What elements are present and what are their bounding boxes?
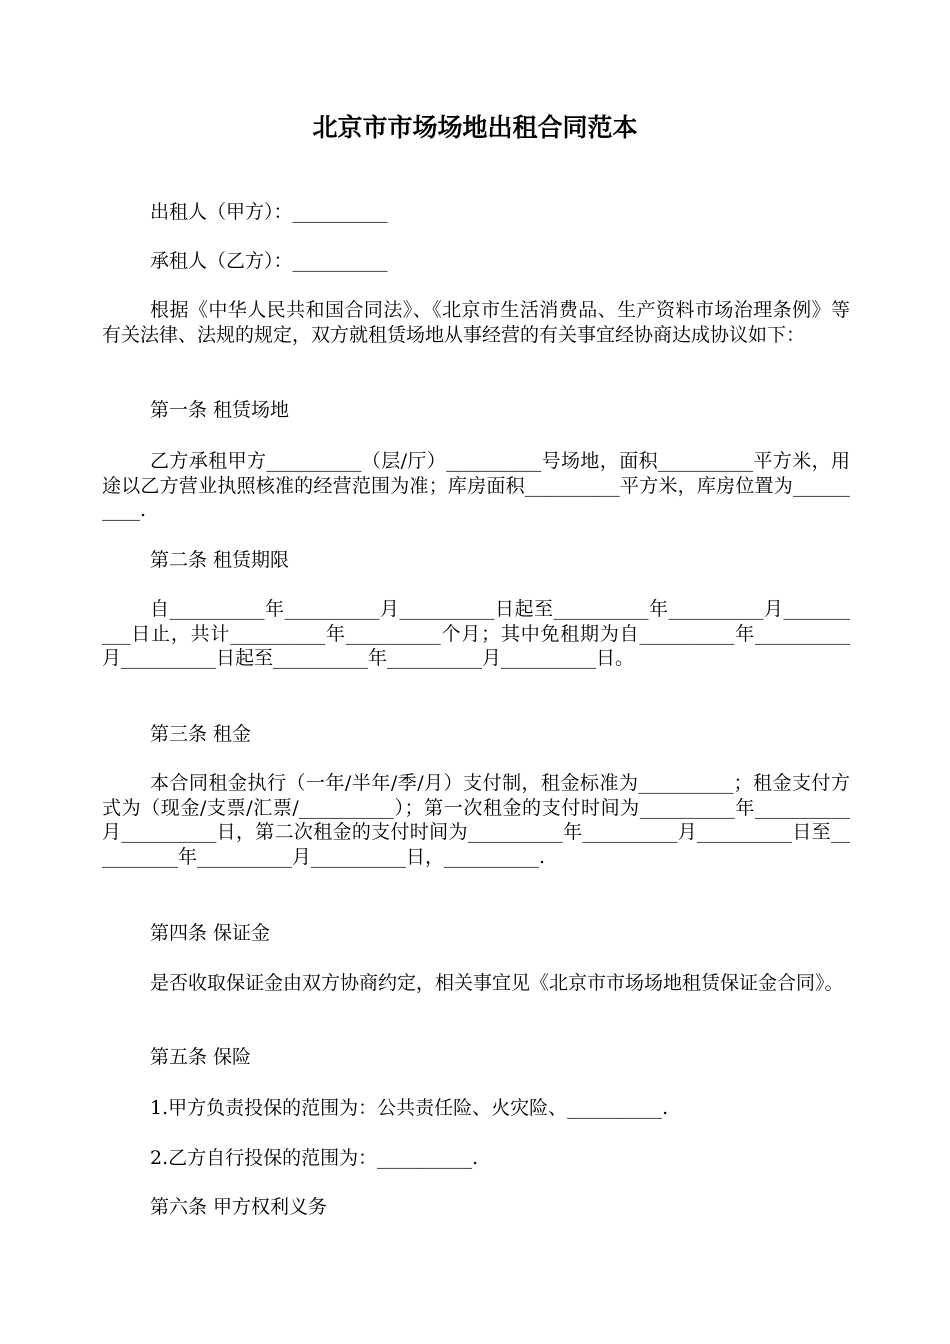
article-5-item-2: 2.乙方自行投保的范围为：__________. <box>150 1147 479 1169</box>
article-5-heading: 第五条 保险 <box>150 1046 252 1068</box>
lessor-line: 出租人（甲方）：__________ <box>150 201 388 223</box>
article-3-heading: 第三条 租金 <box>150 723 252 745</box>
document-title: 北京市市场场地出租合同范本 <box>312 113 638 142</box>
article-2-heading: 第二条 租赁期限 <box>150 549 290 571</box>
article-2-body: 自__________年__________月__________日起至__________年__________月__________日止，共计__________年__________个月；其中免租期为自__________年__________月__________日起至__________年__________月__________日。 <box>102 598 850 669</box>
article-6-heading: 第六条 甲方权利义务 <box>150 1196 328 1218</box>
article-3-body: 本合同租金执行（一年/半年/季/月）支付制，租金标准为__________；租金支付方式为（现金/支票/汇票/__________）；第一次租金的支付时间为__________年__________月__________日，第二次租金的支付时间为__________年__________月__________日至__________年__________月__________日，__________. <box>102 772 850 868</box>
lessee-line: 承租人（乙方）：__________ <box>150 250 388 272</box>
article-4-heading: 第四条 保证金 <box>150 922 271 944</box>
article-1-body: 乙方承租甲方__________（层/厅）__________号场地，面积__________平方米，用途以乙方营业执照核准的经营范围为准；库房面积__________平方米，库房位置为__________. <box>102 450 850 521</box>
preamble-paragraph: 根据《中华人民共和国合同法》、《北京市生活消费品、生产资料市场治理条例》等有关法律、法规的规定，双方就租赁场地从事经营的有关事宜经协商达成协议如下： <box>102 299 850 346</box>
article-5-item-1: 1.甲方负责投保的范围为：公共责任险、火灾险、__________. <box>150 1097 669 1119</box>
article-4-body: 是否收取保证金由双方协商约定，相关事宜见《北京市市场场地租赁保证金合同》。 <box>150 972 844 994</box>
article-1-heading: 第一条 租赁场地 <box>150 399 290 421</box>
